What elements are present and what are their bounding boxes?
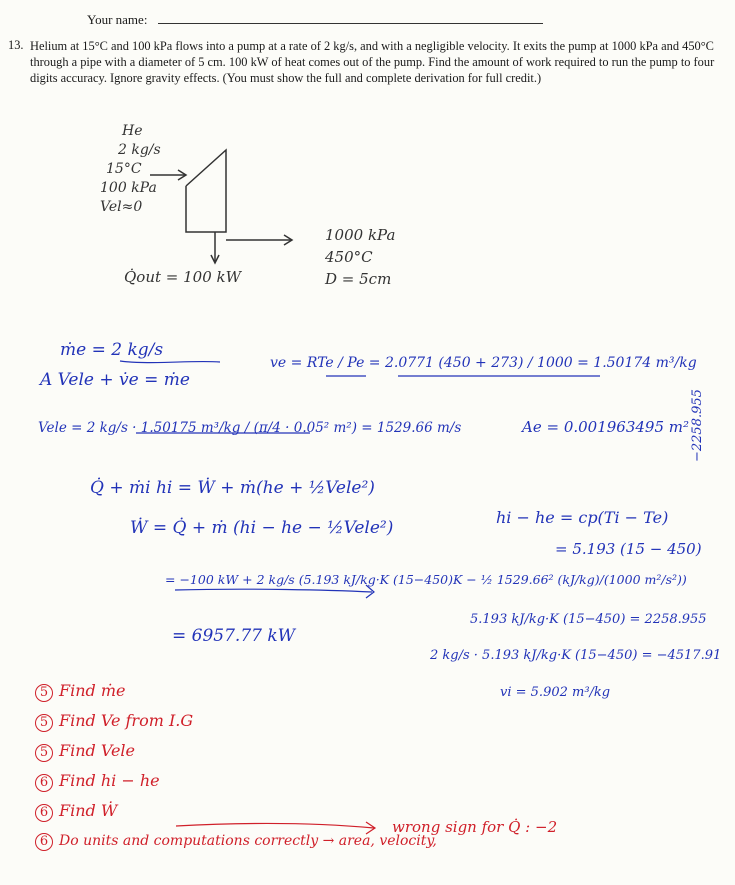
points-badge: 6 bbox=[35, 804, 53, 822]
outlet-diameter: D = 5cm bbox=[325, 270, 392, 288]
pump-outline bbox=[186, 150, 226, 232]
grading-list bbox=[35, 676, 437, 856]
grading-item bbox=[35, 706, 437, 736]
grading-text: Find ṁe bbox=[59, 681, 126, 700]
grading-text: Do units and computations correctly → area, velocity, bbox=[59, 833, 437, 849]
grading-note: wrong sign for Q̇ : −2 bbox=[392, 818, 558, 836]
grading-item bbox=[35, 826, 437, 856]
enthalpy-value: −2258.955 bbox=[690, 389, 705, 462]
work-result: = 6957.77 kW bbox=[172, 626, 296, 646]
exit-area: Ae = 0.001963495 m² bbox=[522, 418, 690, 436]
inlet-pressure: 100 kPa bbox=[100, 180, 157, 196]
ve-fraction-bar bbox=[120, 361, 220, 363]
enthalpy-line3: 2 kg/s · 5.193 kJ/kg·K (15−450) = −4517.91 bbox=[430, 648, 722, 663]
name-label: Your name: bbox=[87, 12, 148, 27]
specific-volume-equation: ve = RTe / Pe = 2.0771 (450 + 273) / 1000 = 1.50174 m³/kg bbox=[270, 355, 697, 371]
grading-item bbox=[35, 736, 437, 766]
grading-item bbox=[35, 796, 437, 826]
grading-item bbox=[35, 766, 437, 796]
inlet-flow: 2 kg/s bbox=[118, 142, 161, 158]
inlet-gas: He bbox=[122, 123, 143, 139]
work-substitution: = −100 kW + 2 kg/s (5.193 kJ/kg·K (15−450)K − ½ 1529.66² (kJ/kg)/(1000 m²/s²)) bbox=[165, 572, 687, 587]
velocity-equation: Vele = 2 kg/s · 1.50175 m³/kg / (π/4 · 0.05² m²) = 1529.66 m/s bbox=[38, 420, 462, 436]
mass-flow: ṁe = 2 kg/s bbox=[60, 340, 164, 360]
grading-text: Find Vele bbox=[59, 741, 135, 760]
outlet-labels bbox=[325, 224, 395, 290]
grading-arrow-line bbox=[175, 589, 372, 592]
outlet-temp: 450°C bbox=[325, 248, 373, 266]
points-badge: 5 bbox=[35, 744, 53, 762]
energy-balance: Q̇ + ṁi hi = Ẇ + ṁ(he + ½Vele²) bbox=[90, 478, 375, 498]
enthalpy-diff: hi − he = cp(Ti − Te) bbox=[496, 508, 669, 527]
inlet-velocity: Vel≈0 bbox=[100, 199, 143, 215]
grading-text: Find Ẇ bbox=[59, 801, 118, 820]
grading-text: Find Ve from I.G bbox=[59, 711, 194, 730]
enthalpy-sub: = 5.193 (15 − 450) bbox=[555, 540, 702, 558]
enthalpy-line2: 5.193 kJ/kg·K (15−450) = 2258.955 bbox=[470, 612, 707, 627]
grading-text: Find hi − he bbox=[59, 771, 160, 790]
mass-equation: A Vele + v̇e = ṁe bbox=[40, 370, 190, 390]
points-badge: 5 bbox=[35, 684, 53, 702]
grading-item bbox=[35, 676, 437, 706]
inlet-temp: 15°C bbox=[106, 161, 142, 177]
inlet-volume-note: vi = 5.902 m³/kg bbox=[500, 685, 611, 700]
outlet-pressure: 1000 kPa bbox=[325, 226, 396, 244]
inlet-labels bbox=[100, 122, 161, 217]
problem-number: 13. bbox=[8, 38, 24, 52]
problem-text: Helium at 15°C and 100 kPa flows into a pump at a rate of 2 kg/s, and with a negligible velocity. It exits the pump at 1000 kPa and 450°C through a pipe with a diameter of 5 cm. 100 kW of heat comes out of the pump. Find the amount of work required to run the pump to four digits accuracy. Ignore gravity effects. (You must show the full and complete derivation for full credit.) bbox=[30, 39, 715, 85]
points-badge: 6 bbox=[35, 833, 53, 851]
points-badge: 6 bbox=[35, 774, 53, 792]
work-equation: Ẇ = Q̇ + ṁ (hi − he − ½Vele²) bbox=[130, 518, 394, 538]
heat-label: Q̇out = 100 kW bbox=[124, 268, 242, 286]
points-badge: 5 bbox=[35, 714, 53, 732]
